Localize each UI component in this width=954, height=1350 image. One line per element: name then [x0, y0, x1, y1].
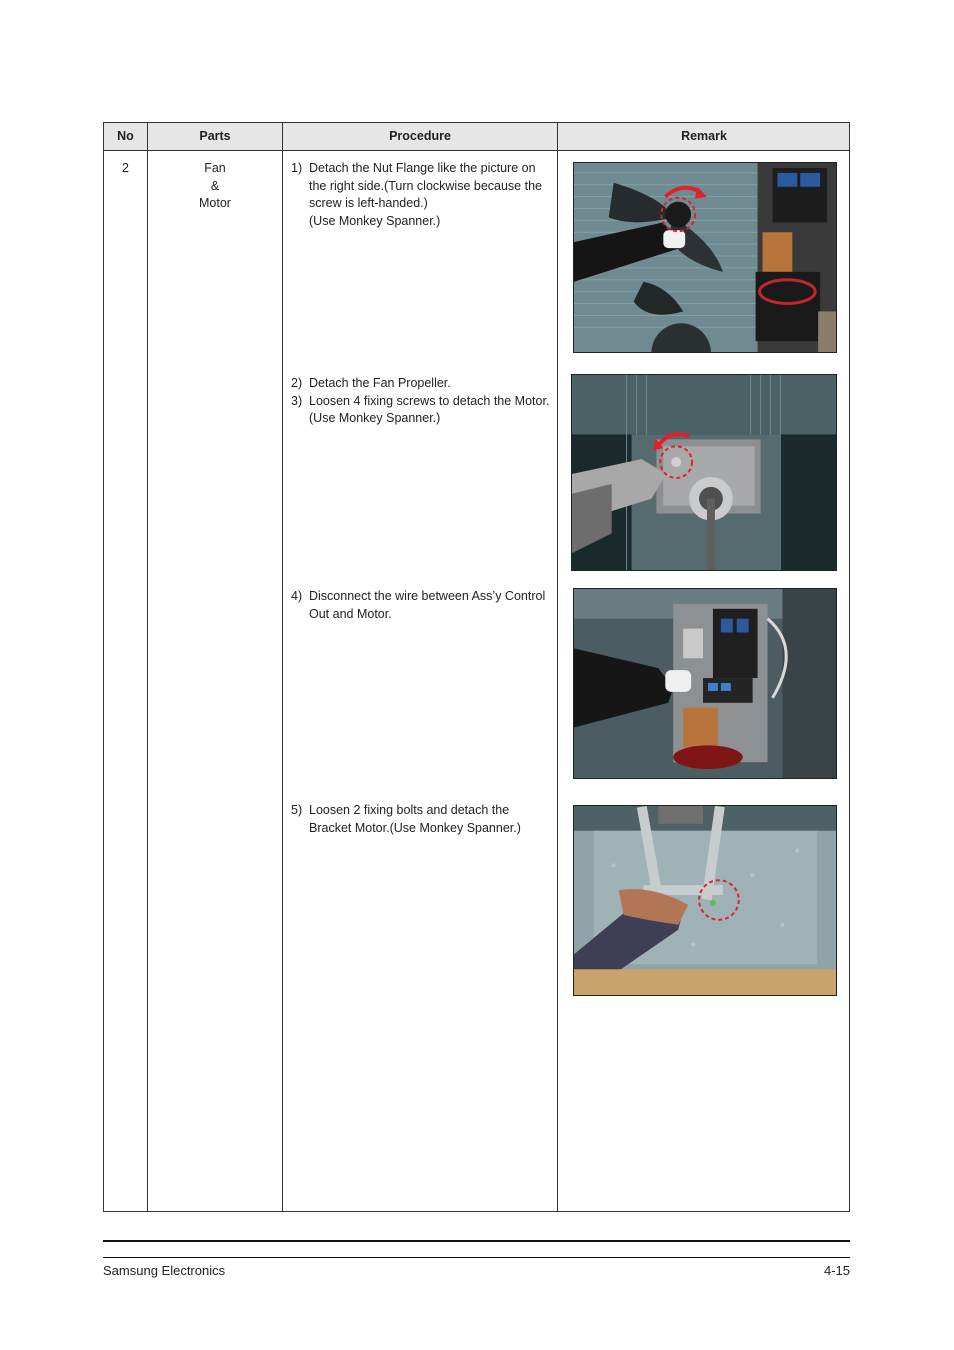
- step-text: Bracket Motor.(Use Monkey Spanner.): [309, 820, 521, 835]
- parts-line: &: [210, 178, 220, 193]
- step-text: screw is left-handed.): [309, 196, 428, 210]
- parts-line: Fan: [204, 161, 226, 175]
- header-procedure: Procedure: [389, 129, 451, 143]
- parts-cell: [148, 160, 282, 213]
- step-number: 1): [291, 161, 303, 175]
- footer-page-number: 4-15: [823, 1263, 850, 1278]
- footer-rule: [103, 1257, 850, 1258]
- parts-line: Motor: [199, 196, 231, 210]
- procedure-step-4: [291, 588, 553, 623]
- procedure-step-2: [291, 375, 553, 428]
- header-remark: Remark: [681, 129, 727, 143]
- step-text: Detach the Fan Propeller.: [309, 376, 451, 390]
- row-number: 2: [122, 161, 129, 175]
- step-text: (Use Monkey Spanner.): [309, 411, 441, 425]
- footer-rule: [103, 1240, 850, 1242]
- procedure-step-1: [291, 160, 553, 230]
- procedure-table: [103, 122, 850, 1212]
- header-parts: Parts: [199, 129, 231, 143]
- control-wire-photo: [573, 588, 837, 779]
- header-no: No: [117, 129, 134, 143]
- column-divider: [147, 123, 148, 1211]
- step-text: Disconnect the wire between Ass’y Control: [309, 589, 546, 603]
- step-text: the right side.(Turn clockwise because the: [309, 178, 542, 193]
- column-divider: [282, 123, 283, 1211]
- step-number: 5): [291, 803, 303, 817]
- step-number: 2): [291, 376, 303, 390]
- nut-flange-photo: [573, 162, 837, 353]
- footer-company: Samsung Electronics: [103, 1263, 226, 1278]
- procedure-step-5: [291, 802, 553, 837]
- motor-screws-photo: [571, 374, 837, 571]
- step-text: Loosen 4 fixing screws to detach the Motor.: [309, 393, 550, 408]
- column-divider: [557, 123, 558, 1211]
- step-number: 3): [291, 393, 303, 408]
- step-text: Out and Motor.: [309, 606, 392, 621]
- step-text: Loosen 2 fixing bolts and detach the: [309, 803, 510, 817]
- bracket-motor-photo: [573, 805, 837, 996]
- step-text: Detach the Nut Flange like the picture on: [309, 161, 536, 175]
- step-text: (Use Monkey Spanner.): [309, 213, 441, 228]
- step-number: 4): [291, 589, 303, 603]
